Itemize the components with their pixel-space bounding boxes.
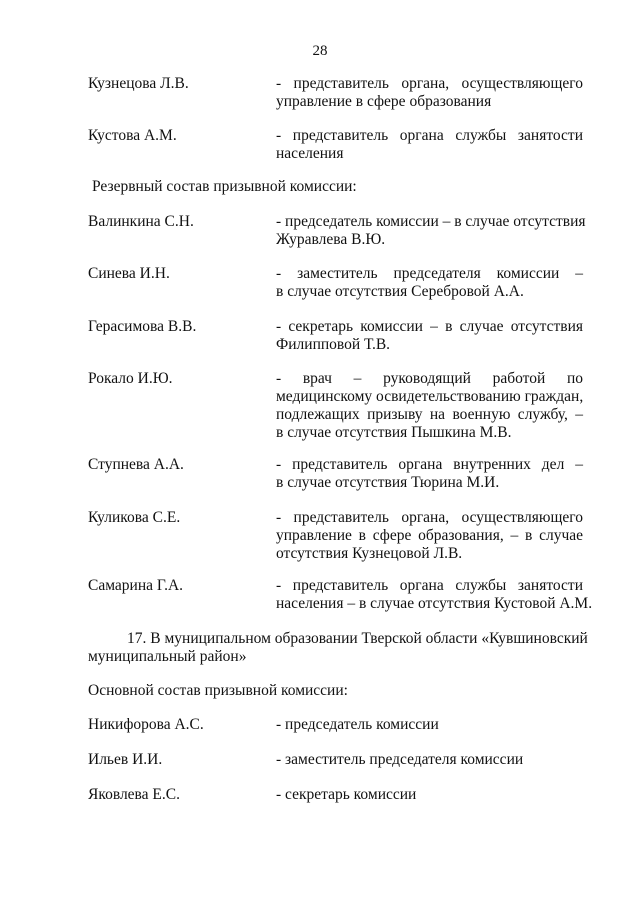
role-line: - заместитель председателя комиссии — [276, 751, 524, 768]
member-role — [276, 213, 586, 249]
member-role — [276, 456, 583, 492]
role-line: населения – в случае отсутствия Кустовой А.М. — [276, 595, 593, 612]
section-17-paragraph — [88, 630, 588, 666]
member-name: Никифорова А.С. — [88, 716, 204, 733]
member-role — [276, 751, 583, 769]
role-line: Филипповой Т.В. — [276, 336, 391, 353]
role-line: в случае отсутствия Тюрина М.И. — [276, 474, 500, 491]
page-number: 28 — [312, 43, 328, 59]
member-name: Валинкина С.Н. — [88, 213, 194, 230]
member-name: Синева И.Н. — [88, 265, 170, 282]
member-name: Ильев И.И. — [88, 751, 163, 768]
role-line: населения — [276, 145, 344, 162]
member-role — [276, 786, 583, 804]
member-role — [276, 318, 583, 354]
member-name: Куликова С.Е. — [88, 509, 181, 526]
member-name: Самарина Г.А. — [88, 577, 184, 594]
role-line: - представитель органа службы занятости — [276, 577, 583, 594]
reserve-heading: Резервный состав призывной комиссии: — [92, 178, 357, 195]
member-role — [276, 716, 583, 734]
paragraph-line: 17. В муниципальном образовании Тверской области «Кувшиновский — [127, 630, 588, 647]
member-role — [276, 75, 583, 111]
member-role — [276, 127, 583, 163]
member-role — [276, 577, 593, 613]
role-line: - представитель органа службы занятости — [276, 127, 583, 144]
paragraph-line: муниципальный район» — [88, 648, 247, 665]
member-name: Яковлева Е.С. — [88, 786, 180, 803]
member-name: Кузнецова Л.В. — [88, 75, 189, 92]
role-line: - председатель комиссии — [276, 716, 439, 733]
role-line: управление в сфере образования, – в случае — [276, 527, 583, 544]
role-line: - секретарь комиссии – в случае отсутствия — [276, 318, 583, 335]
role-line: подлежащих призыву на военную службу, – — [276, 406, 583, 423]
member-name: Рокало И.Ю. — [88, 370, 173, 387]
member-name: Ступнева А.А. — [88, 456, 184, 473]
member-name: Герасимова В.В. — [88, 318, 197, 335]
member-role — [276, 509, 583, 563]
role-line: отсутствия Кузнецовой Л.В. — [276, 545, 463, 562]
role-line: - представитель органа внутренних дел – — [276, 456, 583, 473]
role-line: - представитель органа, осуществляющего — [276, 509, 583, 526]
role-line: - председатель комиссии – в случае отсутствия — [276, 213, 586, 230]
role-line: медицинскому освидетельствованию граждан, — [276, 388, 584, 405]
role-line: - врач – руководящий работой по — [276, 370, 583, 387]
member-role — [276, 370, 583, 442]
role-line: - представитель органа, осуществляющего — [276, 75, 583, 92]
member-name: Кустова А.М. — [88, 127, 177, 144]
role-line: в случае отсутствия Пышкина М.В. — [276, 424, 512, 441]
role-line: - заместитель председателя комиссии – — [276, 265, 583, 282]
role-line: в случае отсутствия Серебровой А.А. — [276, 283, 524, 300]
member-role — [276, 265, 583, 301]
role-line: управление в сфере образования — [276, 93, 492, 110]
main-heading: Основной состав призывной комиссии: — [88, 682, 348, 699]
role-line: Журавлева В.Ю. — [276, 231, 386, 248]
role-line: - секретарь комиссии — [276, 786, 417, 803]
